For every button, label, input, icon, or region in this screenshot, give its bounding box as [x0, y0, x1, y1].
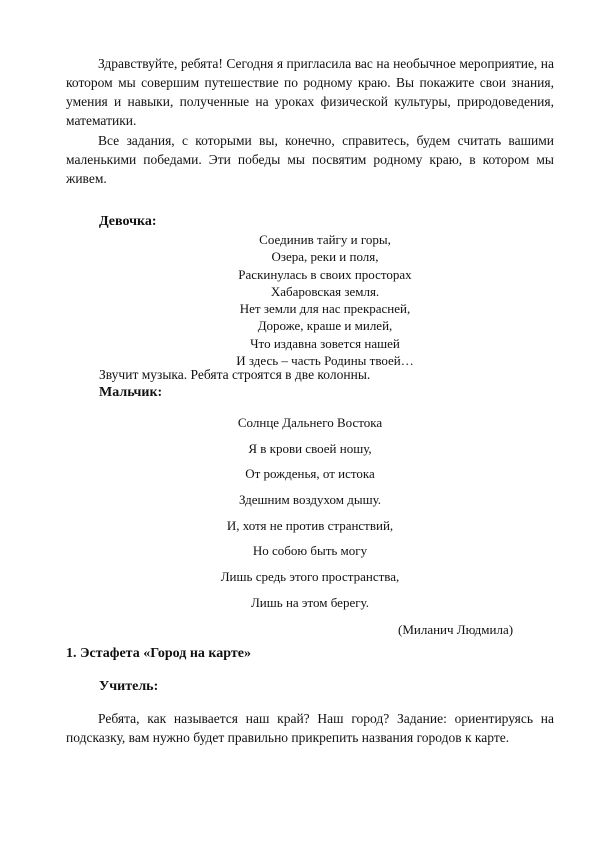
poem-line: Соединив тайгу и горы, — [259, 232, 391, 247]
poem-line: Раскинулась в своих просторах — [238, 266, 412, 282]
section-title: 1. Эстафета «Город на карте» — [66, 646, 251, 661]
poem-line: И, хотя не против странствий, — [226, 517, 394, 533]
poem-line: Но собою быть могу — [252, 543, 368, 559]
boy-poem — [175, 410, 445, 616]
poem-line: Хабаровская земля. — [270, 283, 380, 299]
poem-line: Что издавна зовется нашей — [250, 335, 400, 351]
boy-speaker-label: Мальчик: — [99, 385, 163, 400]
poem-line: Дороже, краше и милей, — [257, 318, 393, 334]
teacher-speaker-label: Учитель: — [99, 679, 159, 694]
poem-line: Озера, реки и поля, — [271, 249, 379, 265]
intro-paragraph-1: Здравствуйте, ребята! Сегодня я пригласила вас на необычное мероприятие, на котором мы совершим путешествие по родному краю. Вы покажите свои знания, умения и навыки, полученные на уроках физической культуры, природоведения, математики. — [66, 56, 554, 128]
poem-line: От рожденья, от истока — [245, 466, 375, 482]
poem-line: Я в крови своей ношу, — [248, 440, 372, 456]
poem-author: (Миланич Людмила) — [398, 622, 514, 637]
girl-poem — [200, 231, 450, 369]
poem-line: Лишь средь этого пространства, — [220, 569, 400, 585]
poem-line: Здешним воздухом дышу. — [238, 492, 382, 508]
girl-speaker-label: Девочка: — [99, 214, 157, 229]
task-paragraph: Ребята, как называется наш край? Наш город? Задание: ориентируясь на подсказку, вам нужно будет правильно прикрепить названия городов к карте. — [66, 711, 554, 745]
poem-line: Нет земли для нас прекрасней, — [239, 301, 411, 317]
poem-line: Лишь на этом берегу. — [250, 594, 370, 610]
intro-paragraph-2: Все задания, с которыми вы, конечно, справитесь, будем считать вашими маленькими победами. Эти победы мы посвятим родному краю, в котором мы живем. — [66, 133, 554, 186]
poem-line: Солнце Дальнего Востока — [237, 415, 383, 430]
stage-direction: Звучит музыка. Ребята строятся в две колонны. — [99, 367, 371, 382]
poem-line: И здесь – часть Родины твоей… — [236, 353, 414, 369]
